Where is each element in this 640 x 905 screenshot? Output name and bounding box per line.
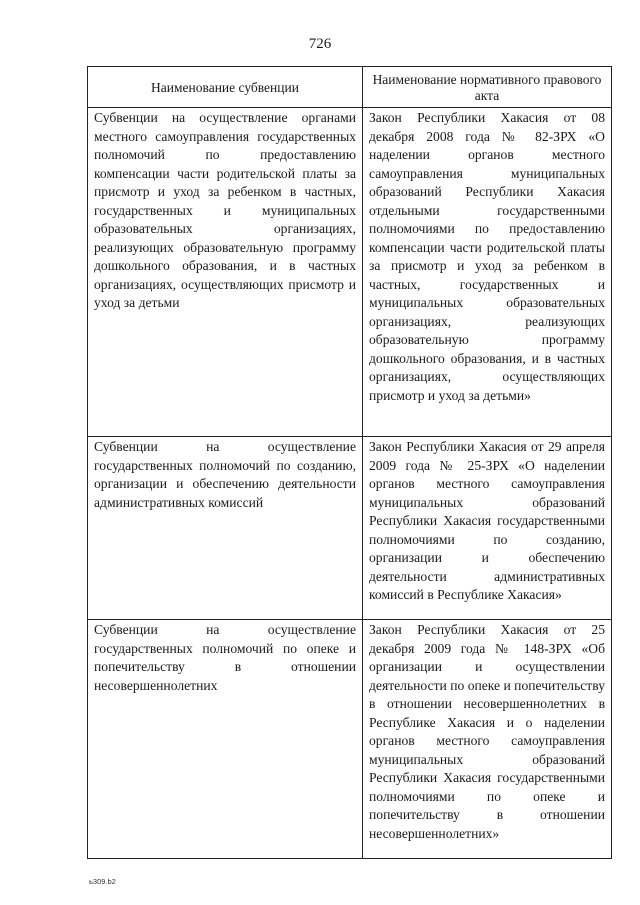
legal-act-cell: Закон Республики Хакасия от 25 декабря 2009 года № 148-ЗРХ «Об организации и осуществлении деятельности по опеке и попечительству в отношении несовершеннолетних в Республике Хакасия и о наделении органов местного самоуправления муниципальных образований Республики Хакасия государственными полномочиями по опеке и попечительству в отношении несовершеннолетних»	[363, 620, 612, 859]
subvention-cell: Субвенции на осуществление органами местного самоуправления государственных полномочий по предоставлению компенсации части родительской платы за присмотр и уход за ребенком в частных, государственных и муниципальных образовательных организациях, реализующих образовательную программу дошкольного образования, и в частных организациях, осуществляющих присмотр и уход за детьми	[88, 108, 363, 437]
legal-act-cell: Закон Республики Хакасия от 08 декабря 2008 года № 82-ЗРХ «О наделении органов местного самоуправления муниципальных образований Республики Хакасия отдельными государственными полномочиями по предоставлению компенсации части родительской платы за присмотр и уход за ребенком в частных, государственных и муниципальных образовательных организациях, реализующих образовательную программу дошкольного образования, и в частных организациях, осуществляющих присмотр и уход за детьми»	[363, 108, 612, 437]
table-header-row	[88, 67, 612, 108]
legal-act-cell: Закон Республики Хакасия от 29 апреля 2009 года № 25-ЗРХ «О наделении органов местного самоуправления муниципальных образований Республики Хакасия государственными полномочиями по созданию, организации и обеспечению деятельности административных комиссий в Республике Хакасия»	[363, 437, 612, 620]
table-row	[88, 108, 612, 437]
subvention-cell: Субвенции на осуществление государственных полномочий по созданию, организации и обеспечению деятельности административных комиссий	[88, 437, 363, 620]
table-row	[88, 437, 612, 620]
subsidy-table	[87, 66, 612, 859]
subvention-cell: Субвенции на осуществление государственных полномочий по опеке и попечительству в отношении несовершеннолетних	[88, 620, 363, 859]
footer-document-code: ь309.b2	[89, 877, 116, 886]
header-legal-act-name: Наименование нормативного правового акта	[363, 67, 612, 108]
header-subvention-name: Наименование субвенции	[88, 67, 363, 108]
page-number: 726	[308, 36, 332, 52]
table-row	[88, 620, 612, 859]
